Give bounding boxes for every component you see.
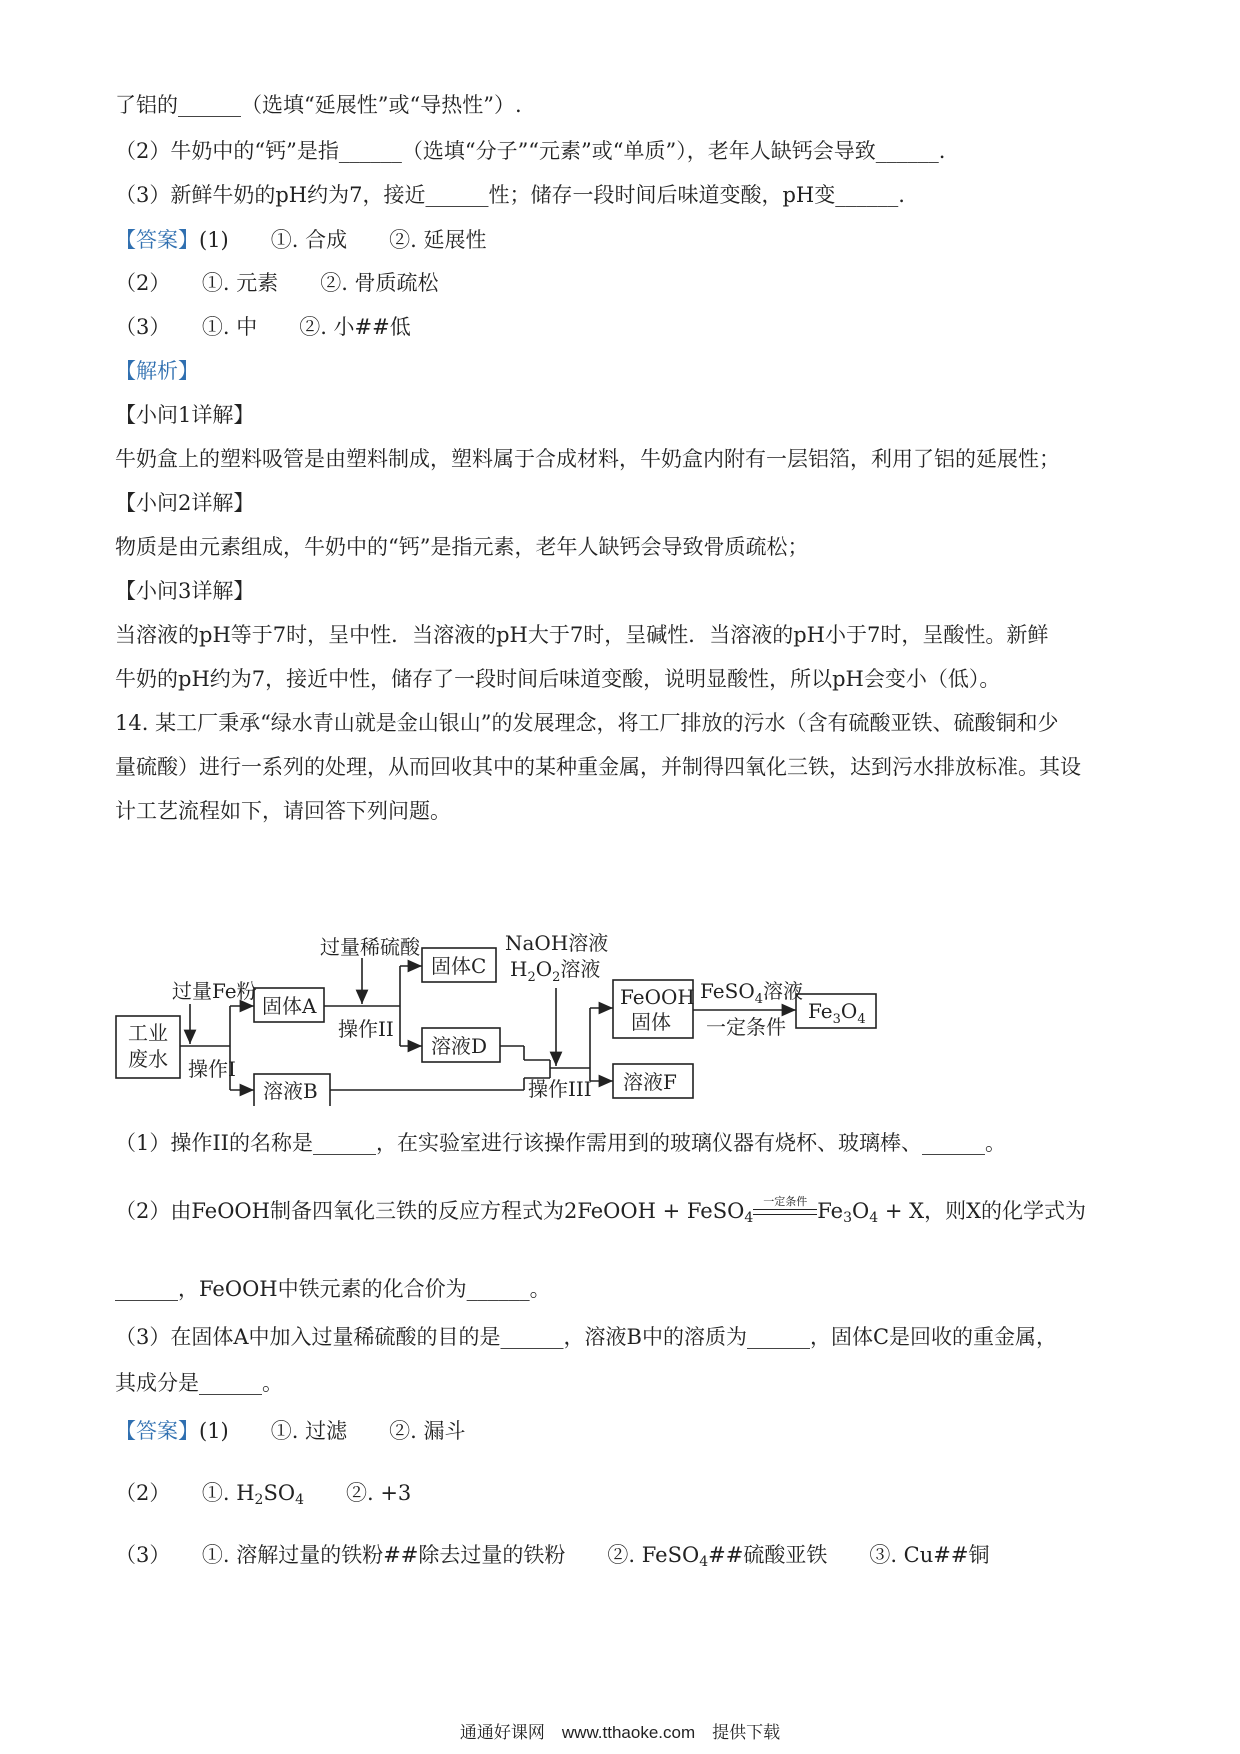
condition-label: 一定条件 [706,1015,786,1039]
problem-14-line-3: 计工艺流程如下，请回答下列问题。 [115,799,451,823]
solid-c-label: 固体C [431,954,487,978]
sub-question-3-head: 【小问3详解】 [115,579,255,603]
equation-right: O [852,1199,870,1223]
sub-question-3-body-2: 牛奶的pH约为7，接近中性，储存了一段时间后味道变酸，说明显酸性，所以pH会变小（低）。 [115,667,1001,691]
feso4-solution-label: FeSO$_4$溶液 [700,979,803,1007]
sub-question-2-head: 【小问2详解】 [115,491,255,515]
problem-14-line-1: 14. 某工厂秉承“绿水青山就是金山银山”的发展理念，将工厂排放的污水（含有硫酸亚铁、硫酸铜和少 [115,711,1059,735]
question-14-3-line-2: 其成分是______。 [115,1371,283,1395]
question-14-2-line-2: ______，FeOOH中铁元素的化合价为______。 [115,1277,551,1301]
answer-1 [115,225,486,255]
question-14-2-pre: （2）由FeOOH制备四氧化三铁的反应方程式为 [115,1199,564,1223]
sub-question-3-body-1: 当溶液的pH等于7时，呈中性．当溶液的pH大于7时，呈碱性．当溶液的pH小于7时，呈酸性。新鲜 [115,623,1049,647]
naoh-label: NaOH溶液 [505,931,609,955]
fe-powder-label: 过量Fe粉 [172,979,257,1003]
sub-question-2-body: 物质是由元素组成，牛奶中的“钙”是指元素，老年人缺钙会导致骨质疏松； [115,535,809,559]
equation-sub: 4 [744,1210,754,1226]
answer-text: (1) ①. 合成 ②. 延展性 [199,228,487,252]
answer-2-part3: （3） ①. 溶解过量的铁粉##除去过量的铁粉 ②. FeSO$_4$##硫酸亚铁 ③. Cu##铜 [115,1543,990,1570]
equation-right: + X [878,1199,925,1223]
problem-14-line-2: 量硫酸）进行一系列的处理，从而回收其中的某种重金属，并制得四氧化三铁，达到污水排放标准。其设 [115,755,1081,779]
question-14-1: （1）操作II的名称是______，在实验室进行该操作需用到的玻璃仪器有烧杯、玻璃棒、______。 [115,1131,1006,1155]
answer-tag: 【答案】 [115,228,199,252]
dilute-acid-label: 过量稀硫酸 [320,935,420,959]
operation-3-label: 操作III [528,1077,592,1101]
equation-left: 2FeOOH + FeSO [563,1199,745,1223]
h2o2-label: $H_2O_2$溶液 [510,957,601,985]
answer-2 [115,1416,465,1446]
solution-f-label: 溶液F [623,1070,677,1094]
product-label: $Fe_3O_4$ [808,999,866,1027]
operation-1-label: 操作I [188,1057,236,1081]
reaction-equation [564,1196,924,1233]
sub-question-1-body: 牛奶盒上的塑料吸管是由塑料制成，塑料属于合成材料，牛奶盒内附有一层铝箔，利用了铝的延展性； [115,447,1060,471]
question-14-2-post: ，则X的化学式为 [924,1199,1087,1223]
solid-a-label: 固体A [262,994,317,1018]
answer-2-part2: （2） ①. $H_2SO_4$ ②. +3 [115,1481,412,1508]
equation-arrow [753,1194,817,1225]
feooh-label-2: 固体 [631,1010,671,1034]
text-line: 了铝的______（选填“延展性”或“导热性”）. [115,93,522,117]
question-14-3-line-1: （3）在固体A中加入过量稀硫酸的目的是______，溶液B中的溶质为______，固体C是回收的重金属， [115,1325,1058,1349]
operation-2-label: 操作II [338,1017,394,1041]
waste-water-label-2: 废水 [128,1047,168,1071]
solution-b-label: 溶液B [263,1079,318,1103]
question-14-2 [115,1196,1086,1233]
question-2: （2）牛奶中的“钙”是指______（选填“分子”“元素”或“单质”），老年人缺钙会导致______. [115,139,946,163]
analysis-tag: 【解析】 [115,359,199,383]
question-3: （3）新鲜牛奶的pH约为7，接近______性；储存一段时间后味道变酸，pH变______. [115,183,905,207]
process-flow-diagram [110,928,990,1106]
answer-1-part2: （2） ①. 元素 ②. 骨质疏松 [115,271,439,295]
feooh-label-1: FeOOH [620,985,695,1009]
footer-watermark: 通通好课网 www.tthaoke.com 提供下载 [459,1723,781,1742]
equation-sub: 4 [869,1210,879,1226]
equation-right: Fe [817,1199,844,1223]
answer-tag: 【答案】 [115,1419,199,1443]
answer-1-part3: （3） ①. 中 ②. 小##低 [115,315,411,339]
waste-water-label-1: 工业 [128,1021,168,1045]
answer-text: (1) ①. 过滤 ②. 漏斗 [199,1419,466,1443]
solution-d-label: 溶液D [431,1034,488,1058]
equation-sub: 3 [843,1210,853,1226]
sub-question-1-head: 【小问1详解】 [115,403,255,427]
equation-condition: 一定条件 [763,1194,808,1208]
